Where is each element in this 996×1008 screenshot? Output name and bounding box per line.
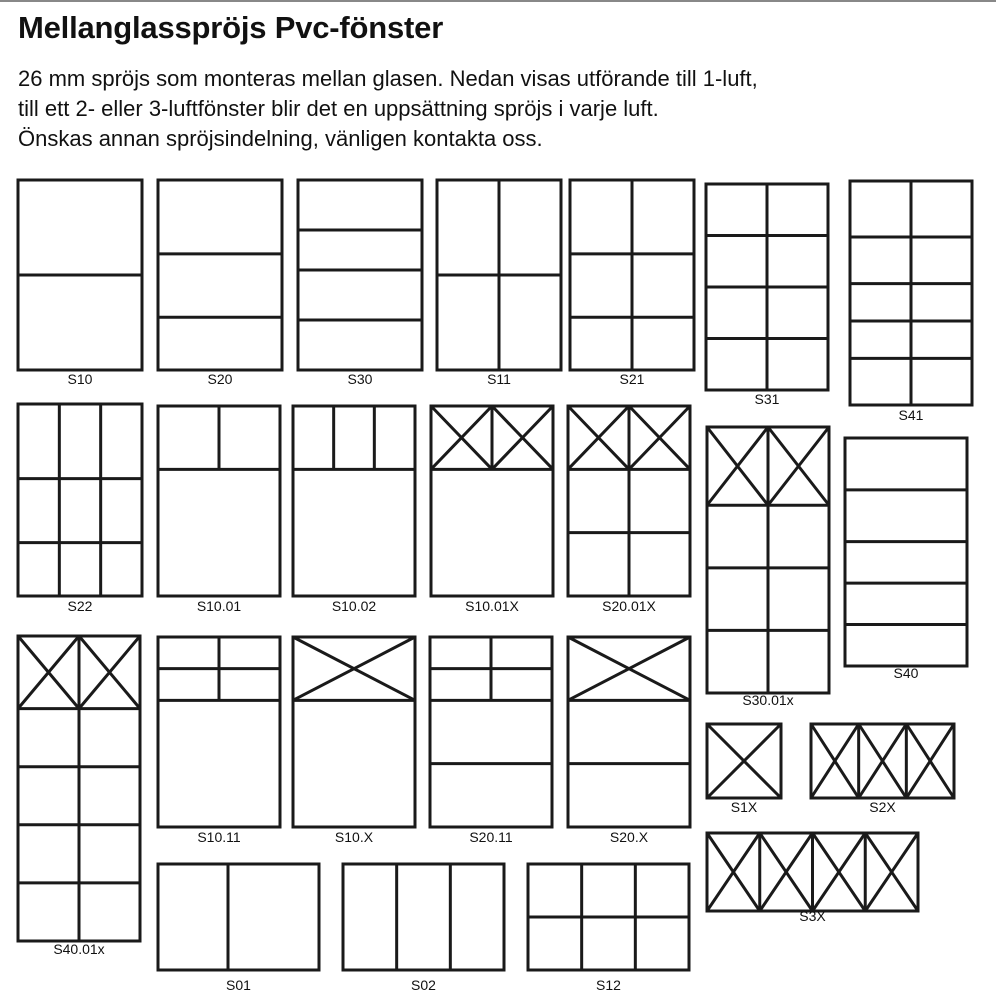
window-label: S10 [67, 371, 93, 387]
window-label: S3X [799, 908, 826, 924]
window-frame [158, 864, 319, 970]
window-s20-x [568, 637, 690, 845]
window-label: S1X [730, 799, 758, 815]
window-frame [343, 864, 504, 970]
window-s10-01 [158, 406, 280, 614]
window-s40 [845, 438, 967, 681]
window-frame [568, 637, 690, 827]
window-s30 [298, 180, 422, 387]
window-frame [18, 404, 142, 596]
window-s41 [850, 181, 972, 423]
window-frame [158, 180, 282, 370]
window-label: S40 [893, 665, 919, 681]
window-label: S02 [411, 977, 436, 993]
window-label: S30.01x [742, 692, 794, 708]
window-label: S10.X [334, 829, 374, 845]
page-title: Mellanglasspröjs Pvc-fönster [18, 10, 444, 45]
window-s30-01x [707, 427, 829, 708]
window-s10-11 [158, 637, 280, 845]
window-s20-11 [430, 637, 552, 845]
window-s02 [343, 864, 504, 993]
window-frame [298, 180, 422, 370]
window-s1x [707, 724, 781, 815]
window-label: S10.11 [197, 829, 241, 845]
window-s22 [18, 404, 142, 614]
window-label: S20.01X [602, 598, 656, 614]
window-s2x [811, 724, 954, 815]
window-s20 [158, 180, 282, 387]
window-label: S20 [207, 371, 233, 387]
intro-line-3: Önskas annan spröjsindelning, vänligen kontakta oss. [18, 126, 543, 151]
window-label: S11 [487, 371, 511, 387]
intro-line-1: 26 mm spröjs som monteras mellan glasen. Nedan visas utförande till 1-luft, [18, 66, 758, 91]
window-frame [845, 438, 967, 666]
window-s40-01x [18, 636, 140, 957]
window-label: S21 [619, 371, 645, 387]
window-s10-01x [431, 406, 553, 614]
window-s3x [707, 833, 918, 924]
window-label: S01 [226, 977, 251, 993]
window-s31 [706, 184, 828, 407]
window-label: S12 [596, 977, 621, 993]
window-s11 [437, 180, 561, 387]
window-label: S10.01X [465, 598, 519, 614]
window-label: S20.11 [469, 829, 513, 845]
window-label: S30 [347, 371, 373, 387]
window-s10 [18, 180, 142, 387]
intro-line-2: till ett 2- eller 3-luftfönster blir det en uppsättning spröjs i varje luft. [18, 96, 659, 121]
window-label: S10.01 [196, 598, 242, 614]
window-s21 [570, 180, 694, 387]
window-label: S2X [869, 799, 896, 815]
window-s10-x [293, 637, 415, 845]
window-label: S40.01x [53, 941, 105, 957]
window-s01 [158, 864, 319, 993]
window-label: S20.X [609, 829, 649, 845]
window-s10-02 [293, 406, 415, 614]
window-label: S31 [754, 391, 780, 407]
window-label: S41 [898, 407, 924, 423]
window-label: S10.02 [331, 598, 377, 614]
window-label: S22 [67, 598, 93, 614]
window-s12 [528, 864, 689, 993]
window-frame [293, 406, 415, 596]
window-frame [293, 637, 415, 827]
window-s20-01x [568, 406, 690, 614]
